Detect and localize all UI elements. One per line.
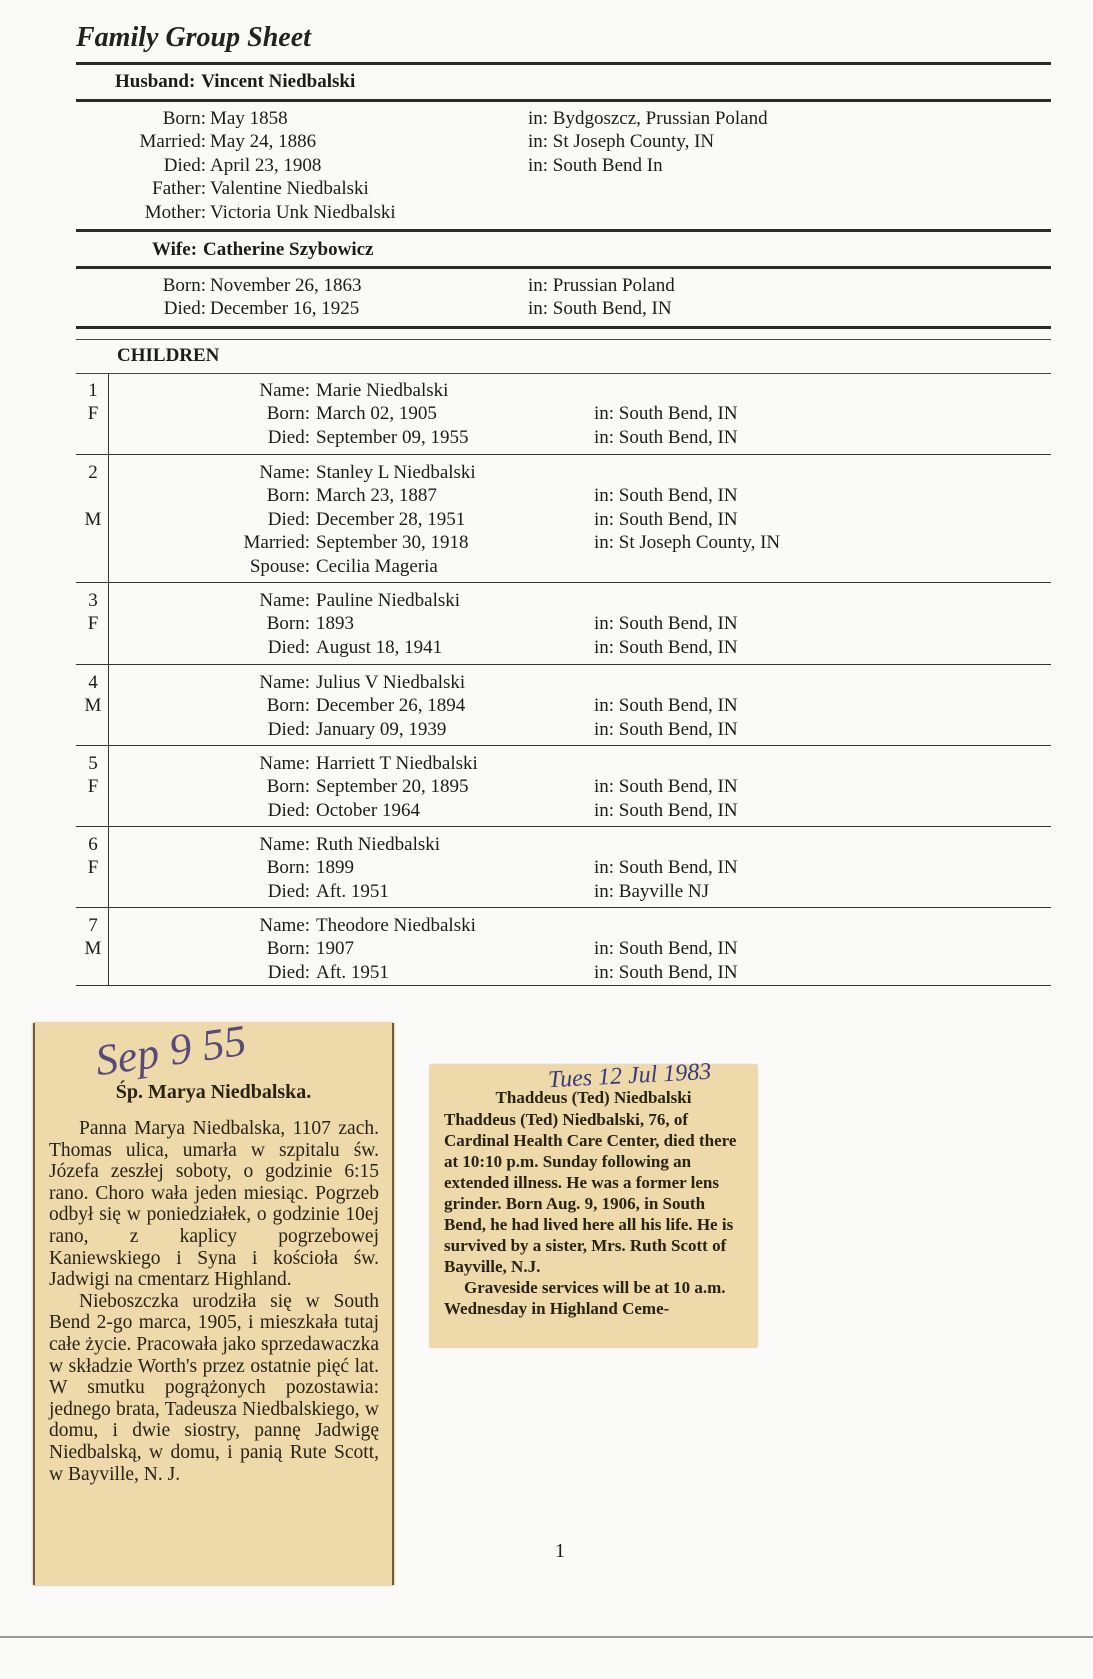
detail-value: May 24, 1886	[210, 131, 317, 153]
child-sex: F	[87, 613, 99, 635]
child-value: March 02, 1905	[316, 403, 437, 425]
detail-location: in: Bydgoszcz, Prussian Poland	[528, 108, 768, 129]
clipping-body	[444, 1109, 744, 1319]
child-label: Died:	[267, 636, 310, 658]
child-value: Pauline Niedbalski	[316, 590, 461, 611]
detail-location: in: St Joseph County, IN	[528, 131, 715, 153]
detail-value: May 1858	[210, 108, 288, 129]
clipping-body	[49, 1118, 379, 1485]
child-location: in: South Bend, IN	[594, 776, 738, 798]
child-sex: F	[87, 403, 99, 425]
child-location: in: South Bend, IN	[594, 613, 738, 635]
detail-row	[76, 201, 1051, 224]
child-label: Born:	[266, 695, 310, 717]
detail-label: Born:	[162, 108, 206, 129]
child-value: Theodore Niedbalski	[316, 915, 476, 936]
husband-label: Husband:	[115, 71, 196, 92]
child-location: in: South Bend, IN	[594, 403, 738, 425]
husband-name: Vincent Niedbalski	[201, 71, 356, 92]
child-number: 5	[88, 753, 98, 774]
clipping-paragraph: Thaddeus (Ted) Niedbalski, 76, of Cardinal Health Care Center, died there at 10:10 p.m. Sunday following an extended illness. He was a former lens grinder. Born Aug. 9, 1906, in South Bend, he had lived here all his life. He is survived by a sister, Mrs. Ruth Scott of Bayville, N.J.	[444, 1110, 737, 1276]
child-sex: M	[84, 508, 102, 530]
child-label: Born:	[266, 485, 310, 507]
child-value: October 1964	[316, 799, 420, 821]
child-label: Born:	[266, 613, 310, 635]
child-value: Harriett T Niedbalski	[316, 753, 478, 774]
child-label: Died:	[267, 961, 310, 983]
child-number: 4	[88, 672, 98, 693]
detail-row	[76, 107, 1051, 130]
wife-heading	[152, 239, 373, 261]
child-number: 1	[88, 380, 98, 401]
child-value: September 20, 1895	[316, 776, 469, 798]
child-value: Aft. 1951	[316, 961, 389, 983]
child-value: Ruth Niedbalski	[316, 834, 441, 855]
child-entry	[76, 373, 1051, 455]
child-number: 2	[88, 462, 98, 483]
child-label: Name:	[259, 915, 310, 936]
children-heading: CHILDREN	[117, 345, 220, 366]
detail-label: Died:	[163, 298, 206, 320]
detail-row	[76, 154, 1051, 177]
detail-label: Mother:	[144, 201, 206, 223]
detail-row	[76, 297, 1051, 320]
child-value: Cecilia Mageria	[316, 555, 438, 577]
detail-value: December 16, 1925	[210, 298, 360, 320]
child-sex: F	[87, 857, 99, 879]
child-label: Name:	[259, 590, 310, 611]
sheet-title: Family Group Sheet	[76, 22, 311, 53]
child-value: December 28, 1951	[316, 508, 466, 530]
child-entry	[76, 827, 1051, 908]
child-value: September 09, 1955	[316, 426, 469, 448]
child-sex: M	[84, 695, 102, 717]
rule	[76, 229, 1051, 232]
child-entry	[76, 455, 1051, 583]
rule	[76, 326, 1051, 329]
handwritten-date: Sep 9 55	[92, 1015, 250, 1086]
child-label: Died:	[267, 426, 310, 448]
child-label: Born:	[266, 776, 310, 798]
child-label: Name:	[259, 834, 310, 855]
child-value: 1899	[316, 857, 354, 879]
child-value: Stanley L Niedbalski	[316, 462, 476, 483]
detail-row	[76, 177, 1051, 200]
detail-row	[76, 130, 1051, 153]
detail-value: November 26, 1863	[210, 275, 362, 296]
clipping-headline: Śp. Marya Niedbalska.	[115, 1081, 312, 1103]
child-location: in: South Bend, IN	[594, 508, 738, 530]
child-location: in: South Bend, IN	[594, 695, 738, 717]
english-obituary-clipping	[430, 1058, 757, 1347]
detail-location: in: South Bend In	[528, 154, 663, 176]
wife-name: Catherine Szybowicz	[203, 239, 374, 260]
detail-label: Born:	[162, 275, 206, 296]
child-sex: M	[84, 938, 102, 960]
child-entry	[76, 665, 1051, 746]
child-number: 3	[88, 590, 98, 611]
child-label: Name:	[259, 672, 310, 693]
detail-value: Victoria Unk Niedbalski	[210, 201, 396, 223]
detail-label: Married:	[139, 131, 206, 153]
handwritten-date: Tues 12 Jul 1983	[547, 1058, 712, 1094]
child-label: Died:	[267, 880, 310, 902]
detail-label: Died:	[163, 154, 206, 176]
husband-heading	[115, 71, 355, 93]
child-value: December 26, 1894	[316, 695, 466, 717]
child-value: 1907	[316, 938, 354, 960]
detail-row	[76, 274, 1051, 297]
child-location: in: South Bend, IN	[594, 636, 738, 658]
detail-label: Father:	[152, 178, 206, 200]
child-sex: F	[87, 776, 99, 798]
rule	[76, 99, 1051, 102]
clipping-paragraph: Graveside services will be at 10 a.m. Wednesday in Highland Ceme-	[444, 1278, 726, 1318]
detail-value: April 23, 1908	[210, 154, 322, 176]
page-number: 1	[555, 1540, 565, 1562]
child-label: Born:	[266, 403, 310, 425]
child-label: Born:	[266, 857, 310, 879]
child-entry	[76, 583, 1051, 665]
child-label: Spouse:	[249, 555, 310, 577]
child-location: in: South Bend, IN	[594, 426, 738, 448]
clipping-paragraph: Nieboszczka urodziła się w South Bend 2-go marca, 1905, i mieszkała tutaj całe życie. Pracowała jako sprzedawaczka w składzie Worth's przez ostatnie pięć lat. W smutku pogrążonych pozostawia: jednego brata, Tadeusza Niedbalskiego, w domu, i dwie siostry, pannę Jadwigę Niedbalską, w domu, i panią Rute Scott, w Bayville, N. J.	[49, 1290, 379, 1485]
child-label: Name:	[259, 380, 310, 401]
child-location: in: South Bend, IN	[594, 938, 738, 960]
child-value: 1893	[316, 613, 354, 635]
child-number: 6	[88, 834, 98, 855]
child-label: Died:	[267, 508, 310, 530]
child-value: August 18, 1941	[316, 636, 443, 658]
child-label: Born:	[266, 938, 310, 960]
child-entry	[76, 746, 1051, 827]
child-value: September 30, 1918	[316, 532, 469, 554]
polish-obituary-clipping	[33, 1015, 394, 1585]
detail-value: Valentine Niedbalski	[210, 178, 369, 200]
child-value: Julius V Niedbalski	[316, 672, 466, 693]
rule	[76, 266, 1051, 269]
rule	[76, 62, 1051, 65]
child-location: in: South Bend, IN	[594, 799, 738, 821]
rule	[76, 339, 1051, 340]
bottom-rule	[0, 1636, 1093, 1638]
child-location: in: South Bend, IN	[594, 485, 738, 507]
child-label: Married:	[243, 532, 310, 554]
detail-location: in: Prussian Poland	[528, 275, 675, 296]
wife-details	[76, 274, 1051, 321]
child-label: Died:	[267, 718, 310, 740]
child-value: March 23, 1887	[316, 485, 437, 507]
child-location: in: South Bend, IN	[594, 857, 738, 879]
clipping-paragraph: Panna Marya Niedbalska, 1107 zach. Thomas ulica, umarła w szpitalu św. Józefa zeszłej soboty, o godzinie 6:15 rano. Choro wała jeden miesiąc. Pogrzeb odbył się w poniedziałek, o godzinie 10ej rano, z kaplicy pogrzebowej Kaniewskiego i Syna i kościoła św. Jadwigi na cmentarz Highland.	[49, 1118, 379, 1291]
detail-location: in: South Bend, IN	[528, 298, 672, 320]
child-entry	[76, 908, 1051, 986]
child-number: 7	[88, 915, 98, 936]
child-value: Aft. 1951	[316, 880, 389, 902]
child-value: January 09, 1939	[316, 718, 447, 740]
child-label: Died:	[267, 799, 310, 821]
child-location: in: St Joseph County, IN	[594, 532, 781, 554]
wife-label: Wife:	[152, 239, 198, 260]
child-location: in: Bayville NJ	[594, 880, 710, 902]
child-location: in: South Bend, IN	[594, 718, 738, 740]
clipping-headline: Thaddeus (Ted) Niedbalski	[495, 1088, 692, 1107]
child-label: Name:	[259, 753, 310, 774]
husband-details	[76, 107, 1051, 224]
child-location: in: South Bend, IN	[594, 961, 738, 983]
child-label: Name:	[259, 462, 310, 483]
child-value: Marie Niedbalski	[316, 380, 449, 401]
